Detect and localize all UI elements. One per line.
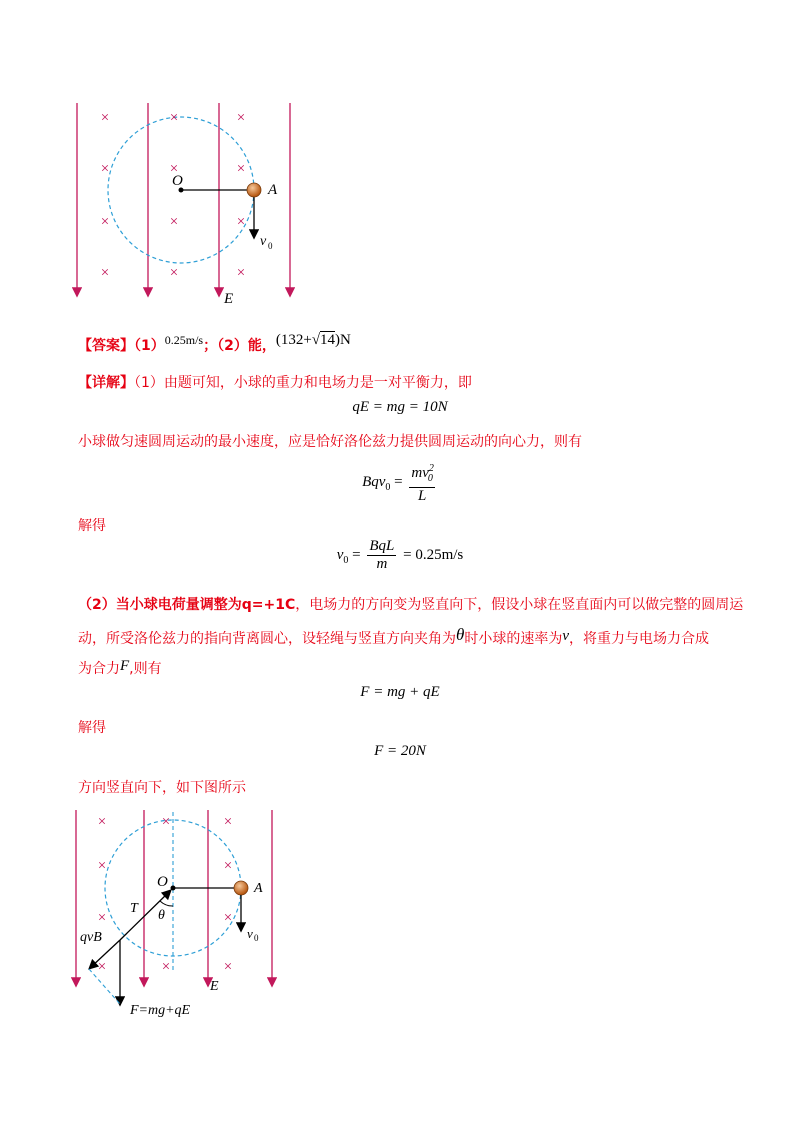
answer-part2-value: (132+√14)N (275, 332, 351, 348)
answer-part1-value: 0.25m/s (164, 333, 204, 347)
magnetic-field-cross: × (169, 161, 179, 177)
label-v0-sub: 0 (268, 241, 273, 251)
detail-tag: 【详解】 (78, 375, 134, 391)
magnetic-field-cross: × (97, 858, 107, 874)
magnetic-field-cross: × (236, 214, 246, 230)
part2-line-1: （2）当小球电荷量调整为q=+1C，电场力的方向变为竖直向下，假设小球在竖直面内可以做完整的圆周运 (78, 597, 744, 613)
magnetic-field-cross: × (169, 214, 179, 230)
equation-2: Bqv$_0$ = $\frac{mv^2_0}{L}$ (0, 460, 800, 505)
label-O: O (172, 173, 183, 189)
equation-3: $v_0$ = $\frac{\text{BqL}}{m}$ = 0.25m/s (336, 538, 464, 572)
part2-line-2: 动，所受洛伦兹力的指向背离圆心，设轻绳与竖直方向夹角为θ时小球的速率为v，将重力与电场力合成 (78, 625, 710, 647)
magnetic-field-cross: × (161, 814, 171, 830)
part2-line-3: 为合力F,则有 (78, 658, 162, 677)
answer-line: 【答案】（1）0.25m/s；（2）能，(132+√14)N (78, 332, 351, 354)
equation-4: F = mg + qE (360, 684, 440, 700)
label-O: O (157, 874, 168, 890)
label-qvB: qvB (80, 930, 102, 945)
label-F: F=mg+qE (130, 1003, 191, 1018)
magnetic-field-cross: × (236, 110, 246, 126)
magnetic-field-cross: × (100, 214, 110, 230)
ball (247, 183, 261, 197)
magnetic-field-cross: × (97, 814, 107, 830)
equation-1: qE = mg = 10N (352, 399, 448, 415)
detail-line-1: 【详解】（1）由题可知，小球的重力和电场力是一对平衡力，即 (78, 375, 472, 391)
label-E: E (210, 979, 219, 994)
magnetic-field-cross: × (100, 110, 110, 126)
magnetic-field-cross: × (223, 959, 233, 975)
equation-5: F = 20N (374, 743, 426, 759)
magnetic-field-cross: × (169, 265, 179, 281)
magnetic-field-cross: × (97, 910, 107, 926)
label-theta: θ (158, 908, 165, 923)
label-v0: v (260, 234, 267, 249)
magnetic-field-cross: × (100, 161, 110, 177)
magnetic-field-cross: × (236, 265, 246, 281)
solve-label-2: 解得 (78, 720, 106, 736)
detail-line-2: 小球做匀速圆周运动的最小速度，应是恰好洛伦兹力提供圆周运动的向心力，则有 (78, 434, 582, 450)
magnetic-field-cross: × (223, 814, 233, 830)
direction-text: 方向竖直向下，如下图所示 (78, 780, 246, 796)
ball (234, 881, 248, 895)
center-point (171, 886, 176, 891)
answer-tag: 【答案】 (78, 338, 134, 354)
label-A: A (254, 881, 263, 896)
label-v0-sub: 0 (254, 933, 259, 943)
magnetic-field-cross: × (100, 265, 110, 281)
label-T: T (130, 901, 138, 916)
solve-label-1: 解得 (78, 518, 106, 534)
figure-2 (60, 800, 310, 1025)
magnetic-field-cross: × (236, 161, 246, 177)
magnetic-field-cross: × (223, 910, 233, 926)
label-A: A (268, 182, 278, 198)
angle-arc (160, 901, 173, 906)
magnetic-field-cross: × (169, 110, 179, 126)
magnetic-field-cross: × (223, 858, 233, 874)
label-E: E (224, 291, 234, 307)
magnetic-field-cross: × (97, 959, 107, 975)
magnetic-field-cross: × (161, 959, 171, 975)
label-v0: v (247, 926, 253, 941)
figure-1 (60, 95, 310, 310)
